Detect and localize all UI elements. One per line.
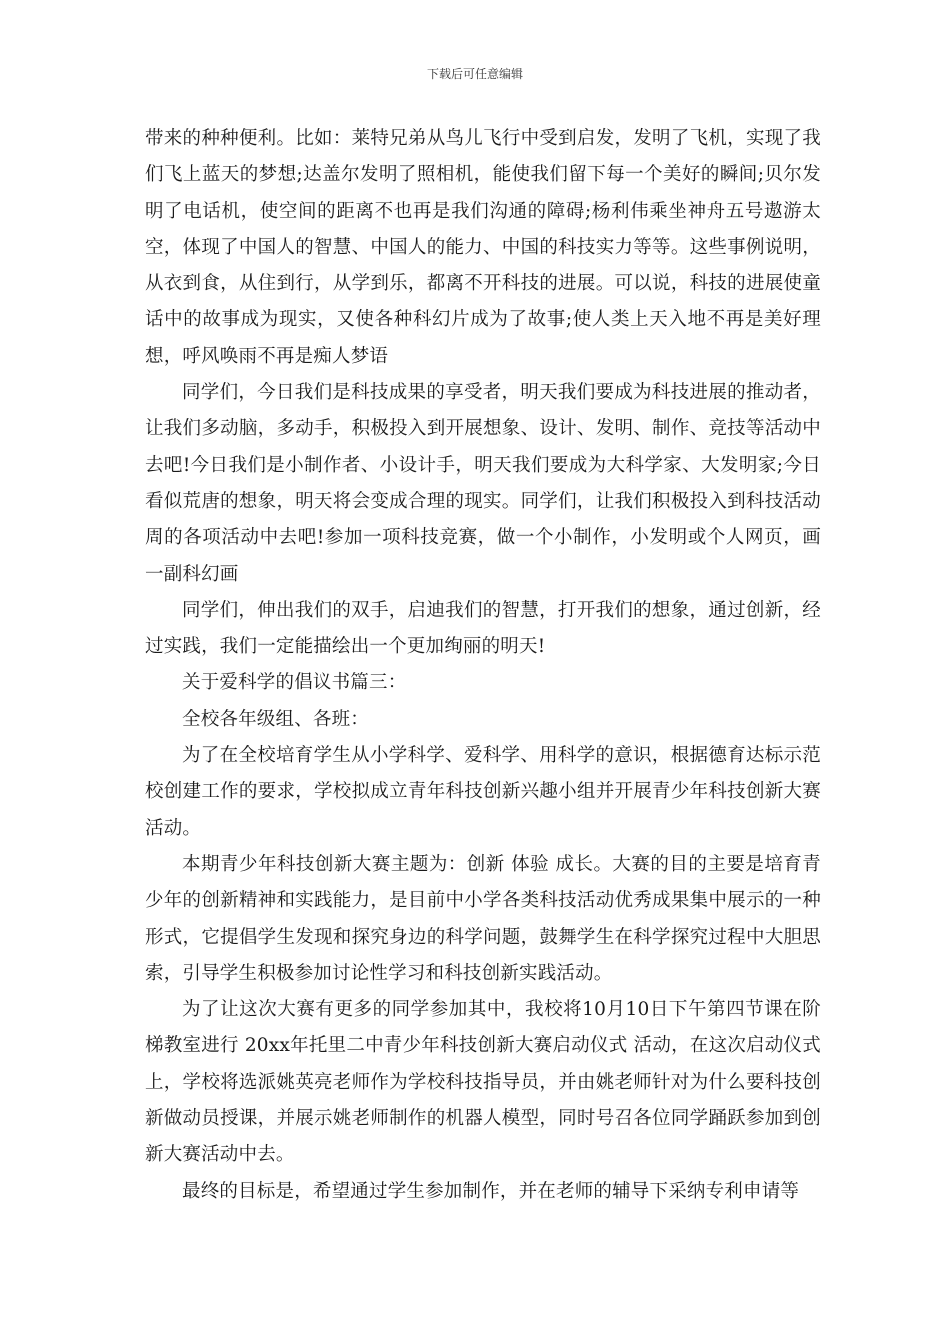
paragraph-9: 最终的目标是，希望通过学生参加制作，并在老师的辅导下采纳专利申请等 [182,1180,800,1202]
page-header-note: 下载后可任意编辑 [426,67,523,81]
paragraph-2: 同学们，今日我们是科技成果的享受者，明天我们要成为科技进展的推动者，让我们多动脑，多动手，积极投入到开展想象、设计、发明、制作、竞技等活动中去吧!今日我们是小制作者、小设计手，明天我们要成为大科学家、大发明家;今日看似荒唐的想象，明天将会变成合理的现实。同学们，让我们积极投入到科技活动周的各项活动中去吧!参加一项科技竞赛，做一个小制作，小发明或个人网页，画一副科幻画 [145,382,821,585]
section-title: 关于爱科学的倡议书篇三： [182,672,407,694]
paragraph-3: 同学们，伸出我们的双手，启迪我们的智慧，打开我们的想象，通过创新，经过实践，我们一定能描绘出一个更加绚丽的明天! [145,599,821,658]
salutation: 全校各年级组、各班： [182,708,370,730]
paragraph-6: 为了在全校培育学生从小学科学、爱科学、用科学的意识，根据德育达标示范校创建工作的要求，学校拟成立青年科技创新兴趣小组并开展青少年科技创新大赛活动。 [145,745,821,839]
document-body [145,121,821,1210]
paragraph-7: 本期青少年科技创新大赛主题为：创新 体验 成长。大赛的目的主要是培育青少年的创新精神和实践能力，是目前中小学各类科技活动优秀成果集中展示的一种形式，它提倡学生发现和探究身边的科学问题，鼓舞学生在科学探究过程中大胆思索，引导学生积极参加讨论性学习和科技创新实践活动。 [145,853,821,984]
paragraph-1: 带来的种种便利。比如：莱特兄弟从鸟儿飞行中受到启发，发明了飞机，实现了我们飞上蓝天的梦想;达盖尔发明了照相机，能使我们留下每一个美好的瞬间;贝尔发明了电话机，使空间的距离不也再是我们沟通的障碍;杨利伟乘坐神舟五号遨游太空，体现了中国人的智慧、中国人的能力、中国的科技实力等等。这些事例说明，从衣到食，从住到行，从学到乐，都离不开科技的进展。可以说，科技的进展使童话中的故事成为现实，又使各种科幻片成为了故事;使人类上天入地不再是美好理想，呼风唤雨不再是痴人梦语 [145,128,821,367]
paragraph-8: 为了让这次大赛有更多的同学参加其中，我校将10月10日下午第四节课在阶梯教室进行 20xx年托里二中青少年科技创新大赛启动仪式 活动，在这次启动仪式上，学校将选派姚英亮老师作为学校科技指导员，并由姚老师针对为什么要科技创新做动员授课，并展示姚老师制作的机器人模型，同时号召各位同学踊跃参加到创新大赛活动中去。 [145,999,821,1166]
